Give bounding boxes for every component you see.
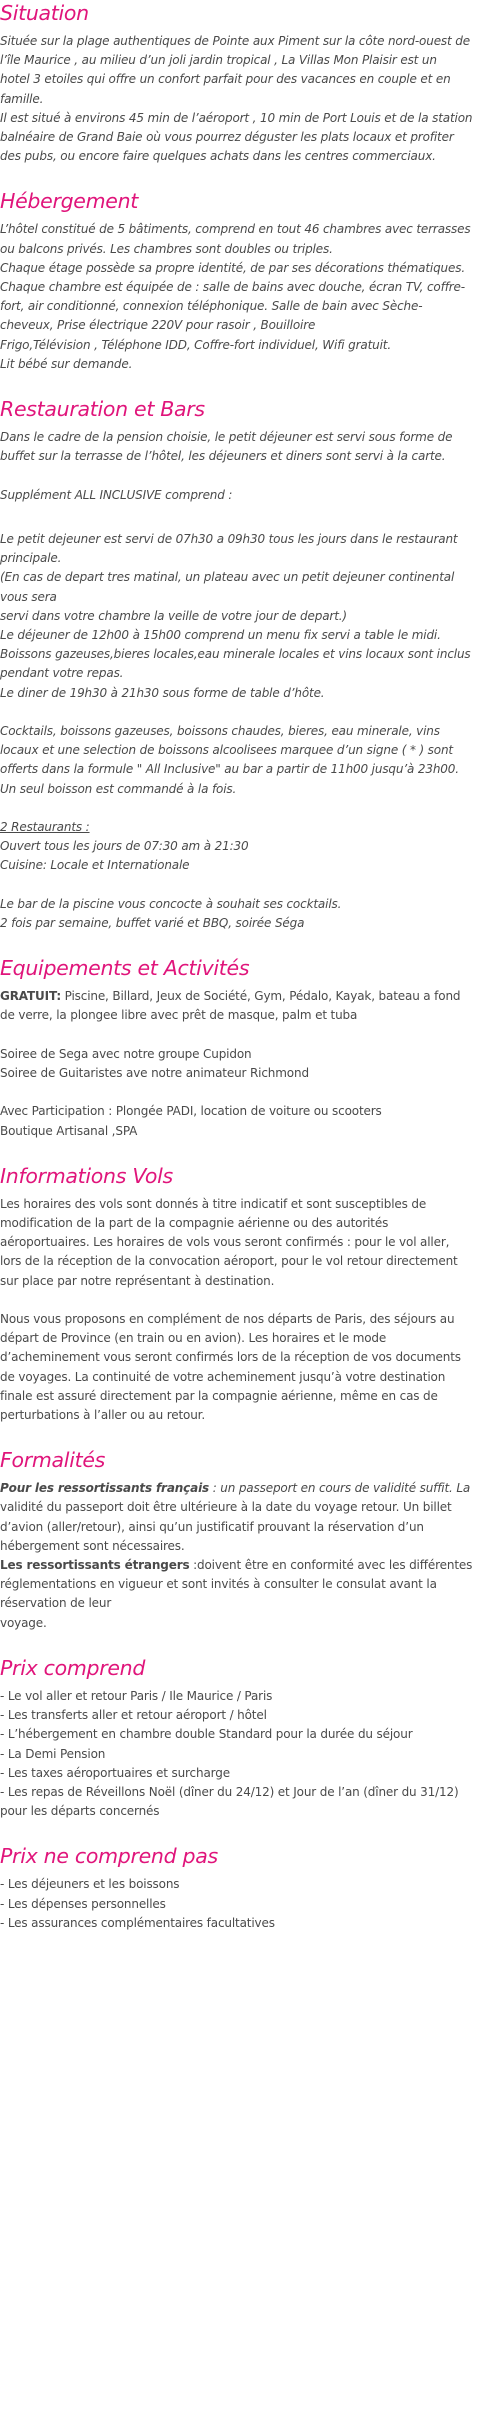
prix-comprend-list: [0, 1687, 500, 1821]
hebergement-title: Hébergement: [0, 189, 139, 214]
text-line: Dans le cadre de la pension choisie, le petit déjeuner est servi sous forme de: [0, 430, 453, 445]
prix-ne-comprend-title: Prix ne comprend pas: [0, 1844, 218, 1869]
text-line: perturbations à l’aller ou au retour.: [0, 1408, 206, 1423]
situation-title: Situation: [0, 1, 89, 25]
text-line: Les horaires des vols sont donnés à titre indicatif et sont susceptibles de: [0, 1196, 427, 1211]
text-line: Ouvert tous les jours de 07:30 am à 21:30: [0, 839, 249, 854]
text-line: buffet sur la terrasse de l’hôtel, les déjeuners et diners sont servi à la carte.: [0, 449, 446, 464]
text-line: Boissons gazeuses,bieres locales,eau minerale locales et vins locaux sont inclus: [0, 647, 471, 662]
vols-text: [0, 1195, 500, 1425]
text-line: servi dans votre chambre la veille de votre jour de depart.): [0, 608, 347, 623]
text-line: cheveux, Prise électrique 220V pour rasoir , Bouilloire: [0, 318, 316, 333]
gratuit-line: [0, 987, 500, 1006]
text-line: balnéaire de Grand Baie où vous pourrez déguster les plats locaux et profiter: [0, 130, 454, 145]
fr-line: [0, 1479, 500, 1498]
text-line: Il est situé à environs 45 min de l’aéroport , 10 min de Port Louis et de la station: [0, 110, 473, 125]
vols-title: Informations Vols: [0, 1163, 173, 1188]
text-line: pendant votre repas.: [0, 666, 124, 681]
text-line: Avec Participation : Plongée PADI, location de voiture ou scooters: [0, 1104, 382, 1119]
text-line: l’île Maurice , au milieu d’un joli jardin tropical , La Villas Mon Plaisir est un: [0, 53, 437, 68]
list-item: - L’hébergement en chambre double Standard pour la durée du séjour: [0, 1727, 413, 1742]
text-line: Soiree de Sega avec notre groupe Cupidon: [0, 1046, 252, 1061]
text-line: départ de Province (en train ou en avion). Les horaires et le mode: [0, 1331, 387, 1346]
text-line: des pubs, ou encore faire quelques achats dans les centres commerciaux.: [0, 149, 436, 164]
text-line: Le petit dejeuner est servi de 07h30 a 09h30 tous les jours dans le restaurant: [0, 532, 458, 547]
text-line: principale.: [0, 551, 62, 566]
text-line: réservation de leur: [0, 1596, 112, 1611]
equipements-title: Equipements et Activités: [0, 956, 250, 981]
equipements-text: [0, 987, 500, 1141]
text-line: Nous vous proposons en complément de nos départs de Paris, des séjours au: [0, 1312, 455, 1327]
section-hebergement: [0, 188, 500, 374]
text-line: ou balcons privés. Les chambres sont doubles ou triples.: [0, 241, 333, 256]
list-item: - La Demi Pension: [0, 1746, 106, 1761]
list-item: - Le vol aller et retour Paris / Ile Maurice / Paris: [0, 1688, 273, 1703]
section-restauration: [0, 396, 500, 933]
prix-comprend-title: Prix comprend: [0, 1655, 146, 1680]
text-line: Cocktails, boissons gazeuses, boissons chaudes, bieres, eau minerale, vins: [0, 724, 440, 739]
list-item: pour les départs concernés: [0, 1804, 160, 1819]
text-line: de voyages. La continuité de votre acheminement jusqu’à votre destination: [0, 1369, 446, 1384]
text-line: Piscine, Billard, Jeux de Société, Gym, Pédalo, Kayak, bateau a fond: [60, 989, 461, 1004]
text-line: :doivent être en conformité avec les différentes: [189, 1558, 473, 1573]
list-item: - Les transferts aller et retour aéroport / hôtel: [0, 1708, 267, 1723]
text-line: Soiree de Guitaristes ave notre animateur Richmond: [0, 1066, 309, 1081]
text-line: Supplément ALL INCLUSIVE comprend :: [0, 487, 233, 502]
formalites-text: [0, 1479, 500, 1633]
text-line: Le bar de la piscine vous concocte à souhait ses cocktails.: [0, 896, 342, 911]
restaurants-heading: 2 Restaurants :: [0, 820, 90, 835]
list-item: - Les assurances complémentaires facultatives: [0, 1915, 275, 1930]
text-line: modification de la part de la compagnie aérienne ou des autorités: [0, 1216, 389, 1231]
gratuit-label: GRATUIT:: [0, 989, 61, 1004]
text-line: fort, air conditionné, connexion téléphonique. Salle de bain avec Sèche-: [0, 299, 423, 314]
section-vols: [0, 1163, 500, 1425]
fr-label: Pour les ressortissants français: [0, 1481, 210, 1496]
text-line: d’acheminement vous seront confirmés lors de la réception de vos documents: [0, 1350, 461, 1365]
section-situation: [0, 0, 500, 166]
text-line: offerts dans la formule " All Inclusive" au bar a partir de 11h00 jusqu’à 23h00.: [0, 762, 459, 777]
text-line: vous sera: [0, 589, 57, 604]
list-item: - Les déjeuners et les boissons: [0, 1877, 180, 1892]
text-line: aéroportuaires. Les horaires de vols vous seront confirmés : pour le vol aller,: [0, 1235, 450, 1250]
text-line: Chaque chambre est équipée de : salle de bains avec douche, écran TV, coffre-: [0, 280, 465, 295]
section-equipements: [0, 955, 500, 1141]
text-line: (En cas de depart tres matinal, un plateau avec un petit dejeuner continental: [0, 570, 455, 585]
text-line: sur place par notre représentant à destination.: [0, 1273, 275, 1288]
text-line: réglementations en vigueur et sont invités à consulter le consulat avant la: [0, 1577, 437, 1592]
text-line: lors de la réception de la convocation aéroport, pour le vol retour directement: [0, 1254, 458, 1269]
list-item: - Les repas de Réveillons Noël (dîner du 24/12) et Jour de l’an (dîner du 31/12): [0, 1784, 459, 1799]
text-line: Le déjeuner de 12h00 à 15h00 comprend un menu fix servi a table le midi.: [0, 628, 441, 643]
restauration-text: [0, 428, 500, 933]
etr-line: [0, 1556, 500, 1575]
text-line: famille.: [0, 91, 44, 106]
text-line: Un seul boisson est commandé à la fois.: [0, 781, 237, 796]
list-item: - Les taxes aéroportuaires et surcharge: [0, 1765, 230, 1780]
restauration-title: Restauration et Bars: [0, 397, 205, 422]
text-line: Chaque étage possède sa propre identité, de par ses décorations thématiques.: [0, 260, 465, 275]
list-item: - Les dépenses personnelles: [0, 1896, 166, 1911]
text-line: hébergement sont nécessaires.: [0, 1538, 185, 1553]
formalites-title: Formalités: [0, 1448, 106, 1473]
section-prix-comprend: [0, 1655, 500, 1821]
text-line: voyage.: [0, 1615, 47, 1630]
text-line: Lit bébé sur demande.: [0, 356, 133, 371]
situation-text: [0, 32, 500, 166]
text-line: Située sur la plage authentiques de Pointe aux Piment sur la côte nord-ouest de: [0, 34, 470, 48]
prix-ne-comprend-list: [0, 1875, 500, 1933]
text-line: Le diner de 19h30 à 21h30 sous forme de table d’hôte.: [0, 685, 325, 700]
text-line: validité du passeport doit être ultérieure à la date du voyage retour. Un billet: [0, 1500, 452, 1515]
text-line: 2 fois par semaine, buffet varié et BBQ, soirée Séga: [0, 916, 305, 931]
text-line: Cuisine: Locale et Internationale: [0, 858, 190, 873]
etr-label: Les ressortissants étrangers: [0, 1558, 190, 1573]
section-prix-ne-comprend: [0, 1843, 500, 1933]
text-line: de verre, la plongee libre avec prêt de masque, palm et tuba: [0, 1008, 358, 1023]
section-formalites: [0, 1447, 500, 1633]
text-line: locaux et une selection de boissons alcoolisees marquee d’un signe ( * ) sont: [0, 743, 453, 758]
text-line: : un passeport en cours de validité suffit. La: [209, 1481, 471, 1496]
text-line: Frigo,Télévision , Téléphone IDD, Coffre-fort individuel, Wifi gratuit.: [0, 337, 391, 352]
text-line: hotel 3 etoiles qui offre un confort parfait pour des vacances en couple et en: [0, 72, 451, 87]
text-line: d’avion (aller/retour), ainsi qu’un justificatif prouvant la réservation d’un: [0, 1519, 424, 1534]
text-line: Boutique Artisanal ,SPA: [0, 1123, 138, 1138]
text-line: finale est assuré directement par la compagnie aérienne, même en cas de: [0, 1388, 438, 1403]
text-line: L’hôtel constitué de 5 bâtiments, comprend en tout 46 chambres avec terrasses: [0, 222, 471, 237]
hebergement-text: [0, 220, 500, 374]
